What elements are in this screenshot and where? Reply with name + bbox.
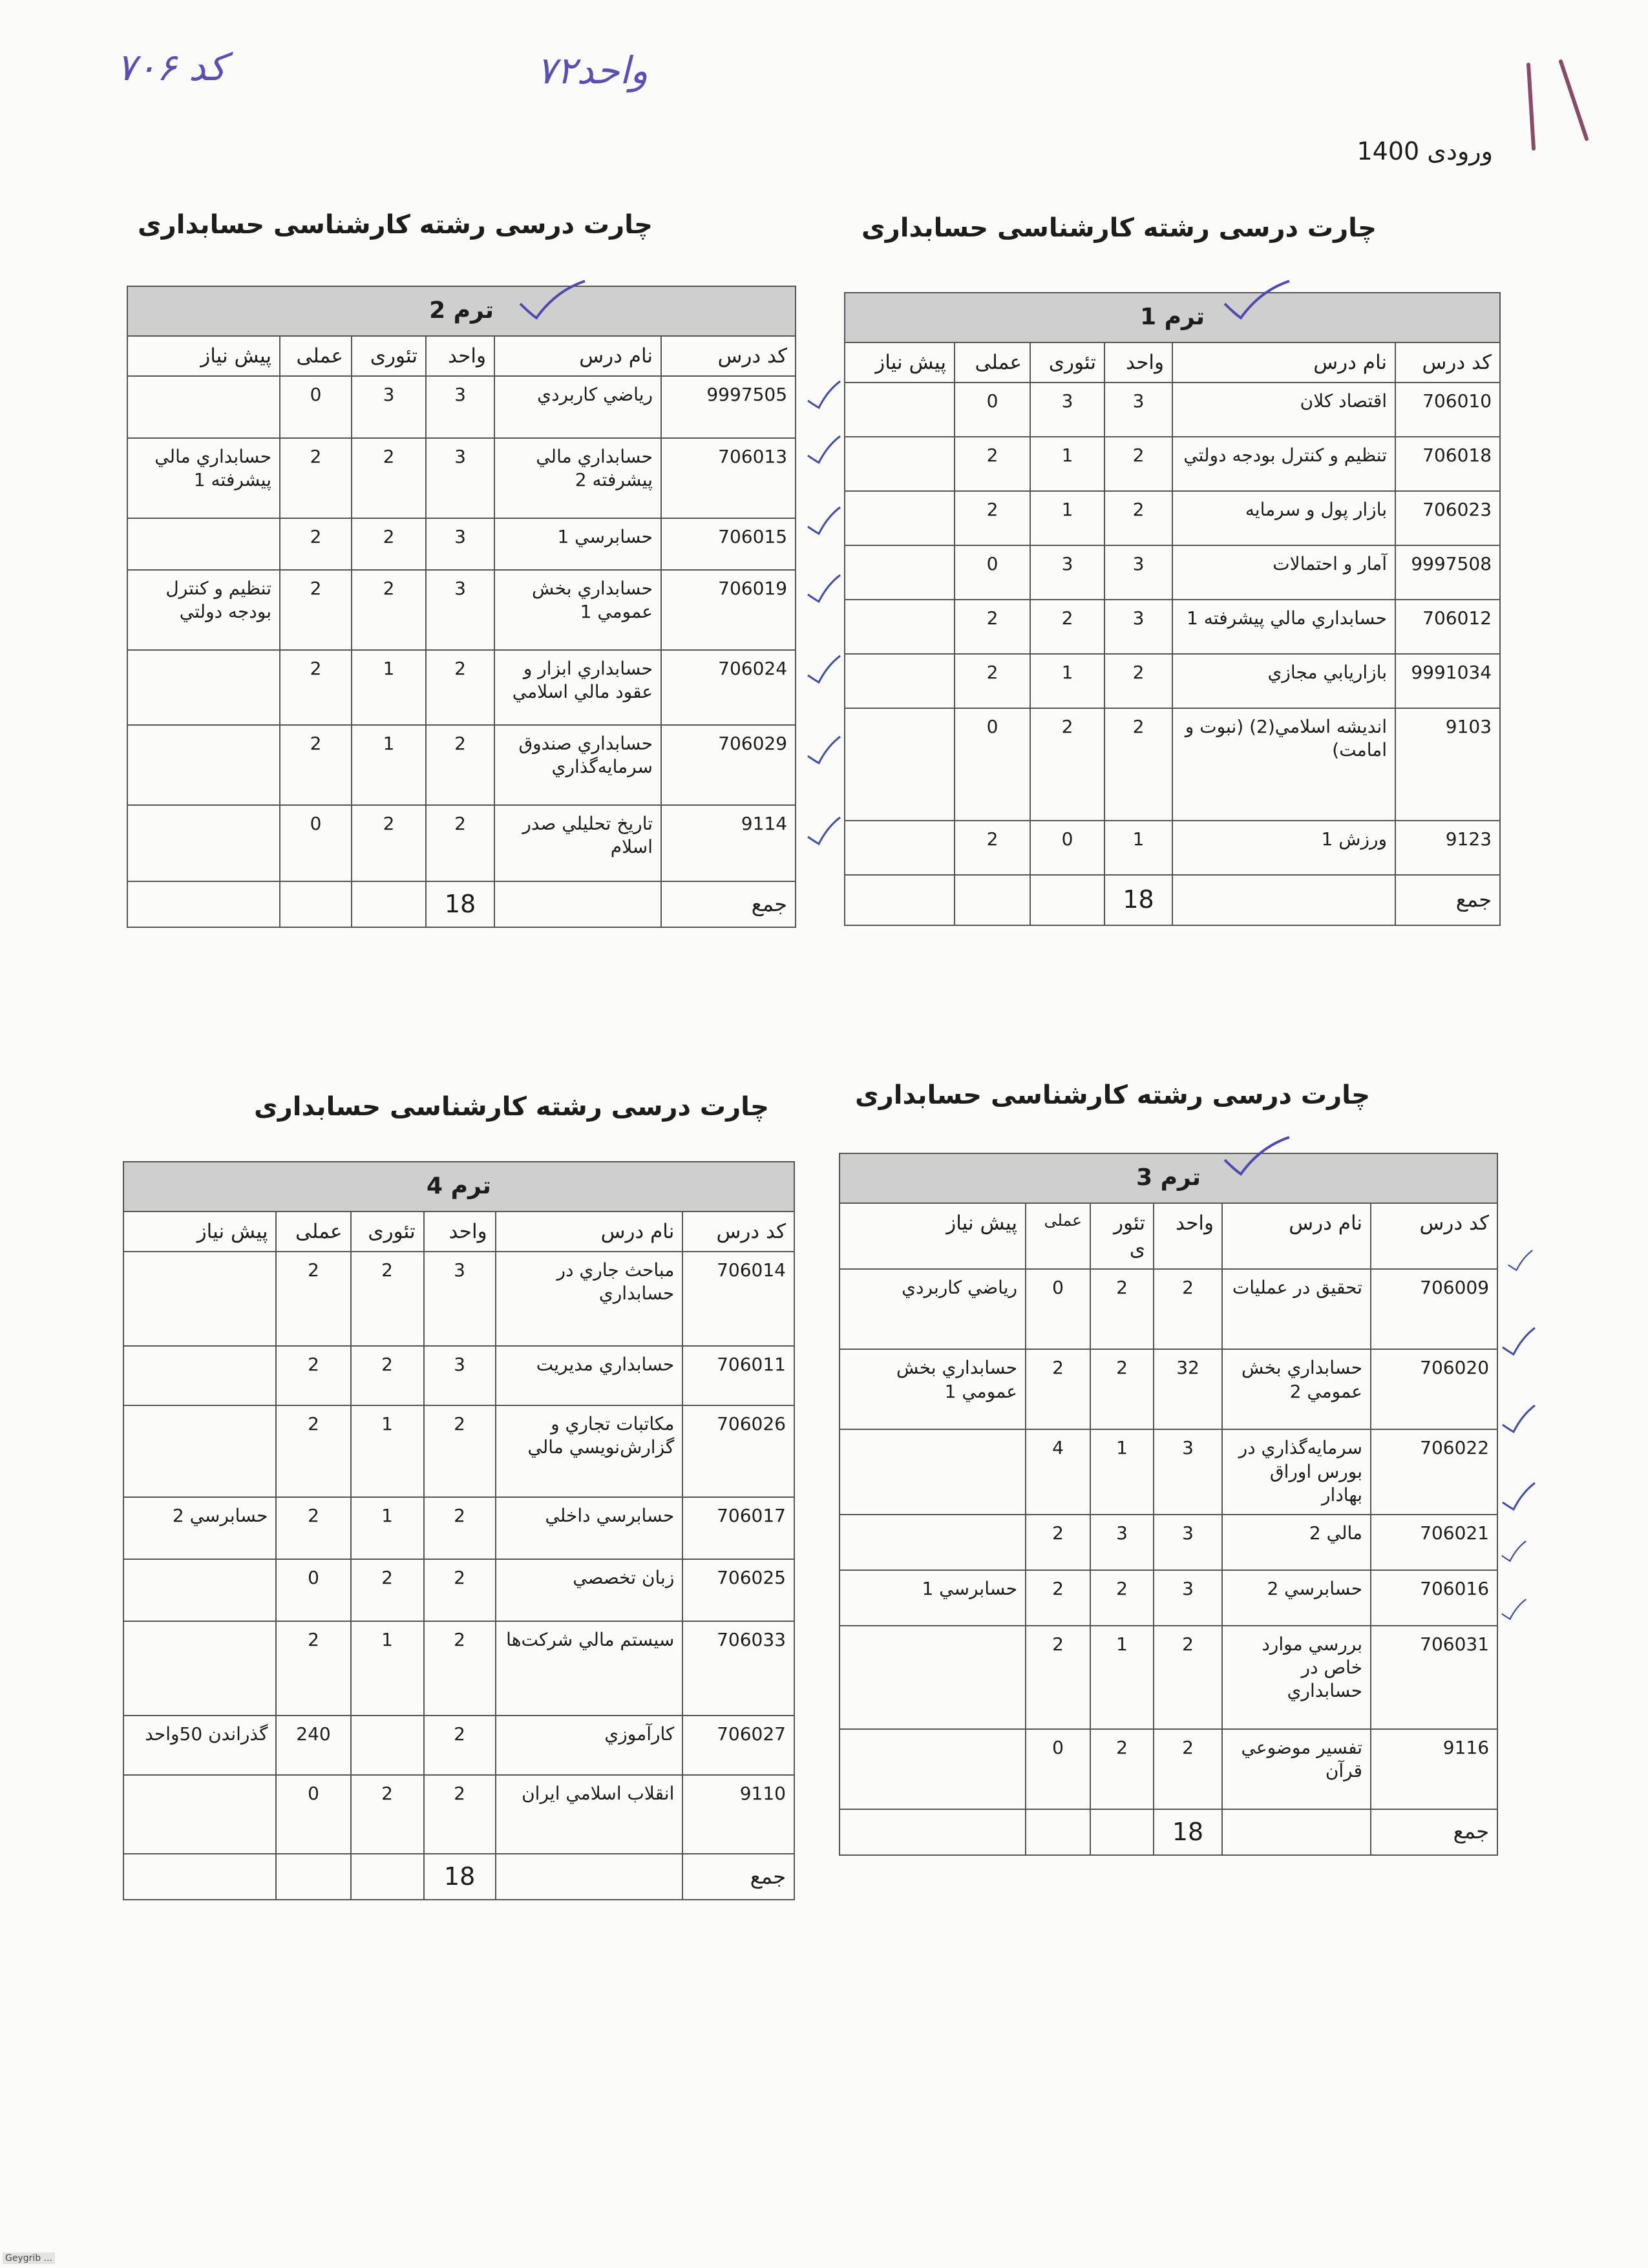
table-row bbox=[840, 1570, 1497, 1626]
header-theory: تئوری bbox=[351, 1212, 424, 1252]
header-name: نام درس bbox=[1172, 342, 1395, 383]
header-practical: عملی bbox=[276, 1212, 350, 1252]
course-practical: 0 bbox=[955, 708, 1030, 821]
course-name: مالي 2 bbox=[1222, 1515, 1371, 1570]
course-code: 9116 bbox=[1371, 1729, 1497, 1809]
term4-label: ترم 4 bbox=[123, 1162, 794, 1212]
course-practical: 2 bbox=[280, 438, 352, 518]
course-theory: 1 bbox=[1090, 1626, 1154, 1729]
course-practical: 2 bbox=[1026, 1515, 1090, 1570]
course-code: 706033 bbox=[682, 1621, 794, 1716]
course-practical: 0 bbox=[1026, 1269, 1090, 1349]
course-code: 706017 bbox=[682, 1497, 794, 1559]
header-prereq: پیش نیاز bbox=[127, 336, 280, 376]
term1-header-row bbox=[845, 342, 1500, 383]
course-name: حسابداري بخش عمومي 2 bbox=[1222, 1349, 1371, 1429]
check-mark-icon bbox=[805, 814, 843, 846]
course-units: 2 bbox=[424, 1716, 496, 1775]
check-mark-icon bbox=[805, 653, 843, 685]
course-prereq bbox=[845, 654, 955, 708]
course-practical: 0 bbox=[280, 805, 352, 881]
header-units: واحد bbox=[1104, 342, 1172, 383]
course-name: بررسي موارد خاص در حسابداري bbox=[1222, 1626, 1371, 1729]
table-row bbox=[127, 518, 796, 570]
check-mark-icon bbox=[1499, 1480, 1538, 1512]
check-mark-icon bbox=[1499, 1402, 1538, 1434]
course-code: 706029 bbox=[661, 725, 796, 805]
course-code: 9997505 bbox=[661, 376, 796, 438]
term4-header-row bbox=[123, 1212, 794, 1252]
course-units: 2 bbox=[426, 650, 494, 725]
course-practical: 2 bbox=[276, 1252, 350, 1346]
course-prereq bbox=[845, 491, 955, 545]
term3-chart-title: چارت درسی رشته کارشناسی حسابداری bbox=[855, 1080, 1370, 1110]
check-mark-icon bbox=[1221, 278, 1293, 323]
course-name: حسابرسي 2 bbox=[1222, 1570, 1371, 1626]
course-theory: 2 bbox=[352, 438, 426, 518]
course-name: انقلاب اسلامي ايران bbox=[496, 1775, 683, 1854]
course-practical: 2 bbox=[955, 654, 1030, 708]
course-code: 9114 bbox=[661, 805, 796, 881]
header-code: کد درس bbox=[1395, 342, 1500, 383]
course-theory: 2 bbox=[352, 518, 426, 570]
table-row bbox=[845, 545, 1500, 600]
course-prereq bbox=[127, 650, 280, 725]
course-prereq bbox=[127, 725, 280, 805]
check-mark-icon bbox=[1221, 1134, 1293, 1179]
check-mark-icon bbox=[517, 278, 588, 323]
course-practical: 2 bbox=[280, 650, 352, 725]
course-prereq bbox=[840, 1429, 1026, 1514]
course-units: 2 bbox=[424, 1405, 496, 1497]
course-units: 2 bbox=[1104, 491, 1172, 545]
course-code: 9103 bbox=[1395, 708, 1500, 821]
course-theory: 1 bbox=[1030, 437, 1104, 491]
course-prereq: حسابداري بخش عمومي 1 bbox=[840, 1349, 1026, 1429]
table-row bbox=[845, 491, 1500, 545]
course-prereq: تنظيم و كنترل بودجه دولتي bbox=[127, 570, 280, 650]
course-code: 706022 bbox=[1371, 1429, 1497, 1514]
table-row bbox=[127, 805, 796, 881]
header-prereq: پیش نیاز bbox=[840, 1203, 1026, 1270]
course-code: 706024 bbox=[661, 650, 796, 725]
course-name: حسابداري ابزار و عقود مالي اسلامي bbox=[494, 650, 661, 725]
course-units: 32 bbox=[1154, 1349, 1222, 1429]
course-prereq bbox=[845, 708, 955, 821]
total-label: جمع bbox=[682, 1854, 794, 1900]
course-units: 3 bbox=[426, 376, 494, 438]
handwritten-double-slash-mark bbox=[1516, 58, 1593, 155]
course-theory: 2 bbox=[351, 1252, 424, 1346]
course-code: 706009 bbox=[1371, 1269, 1497, 1349]
header-name: نام درس bbox=[496, 1212, 683, 1252]
course-prereq bbox=[123, 1775, 276, 1854]
check-mark-icon bbox=[1499, 1325, 1538, 1357]
course-practical: 2 bbox=[955, 821, 1030, 875]
header-units: واحد bbox=[426, 336, 494, 376]
table-row bbox=[845, 383, 1500, 437]
header-code: کد درس bbox=[1371, 1203, 1497, 1270]
course-code: 9991034 bbox=[1395, 654, 1500, 708]
table-row bbox=[123, 1559, 794, 1621]
course-practical: 4 bbox=[1026, 1429, 1090, 1514]
course-theory: 2 bbox=[1090, 1729, 1154, 1809]
course-theory: 3 bbox=[1090, 1515, 1154, 1570]
header-prereq: پیش نیاز bbox=[123, 1212, 276, 1252]
course-practical: 2 bbox=[280, 570, 352, 650]
course-theory bbox=[351, 1716, 424, 1775]
course-prereq: حسابرسي 1 bbox=[840, 1570, 1026, 1626]
table-row bbox=[845, 821, 1500, 875]
course-code: 706027 bbox=[682, 1716, 794, 1775]
term3-header-row bbox=[840, 1203, 1497, 1270]
course-code: 706019 bbox=[661, 570, 796, 650]
total-label: جمع bbox=[1395, 875, 1500, 925]
table-row bbox=[845, 654, 1500, 708]
course-theory: 0 bbox=[1030, 821, 1104, 875]
course-name: تحقيق در عمليات bbox=[1222, 1269, 1371, 1349]
course-theory: 2 bbox=[351, 1775, 424, 1854]
table-row bbox=[127, 725, 796, 805]
course-practical: 2 bbox=[280, 518, 352, 570]
table-row bbox=[123, 1346, 794, 1405]
course-name: ورزش 1 bbox=[1172, 821, 1395, 875]
course-prereq bbox=[123, 1559, 276, 1621]
course-name: تنظیم و کنترل بودجه دولتي bbox=[1172, 437, 1395, 491]
course-practical: 2 bbox=[280, 725, 352, 805]
table-row bbox=[123, 1775, 794, 1854]
course-units: 2 bbox=[426, 725, 494, 805]
check-mark-icon bbox=[805, 378, 843, 410]
course-practical: 2 bbox=[276, 1621, 350, 1716]
course-name: حسابداري صندوق سرمايه‌گذاري bbox=[494, 725, 661, 805]
course-name: آمار و احتمالات bbox=[1172, 545, 1395, 600]
check-mark-icon bbox=[1506, 1247, 1535, 1273]
table-row bbox=[840, 1429, 1497, 1514]
table-row bbox=[123, 1252, 794, 1346]
course-theory: 3 bbox=[352, 376, 426, 438]
term3-label: ترم 3 bbox=[840, 1153, 1497, 1203]
course-prereq bbox=[845, 600, 955, 654]
course-prereq bbox=[123, 1405, 276, 1497]
course-practical: 0 bbox=[955, 545, 1030, 600]
course-units: 3 bbox=[1104, 545, 1172, 600]
course-theory: 1 bbox=[351, 1497, 424, 1559]
course-theory: 2 bbox=[352, 570, 426, 650]
course-theory: 1 bbox=[1090, 1429, 1154, 1514]
course-prereq: رياضي كاربردي bbox=[840, 1269, 1026, 1349]
header-units: واحد bbox=[1154, 1203, 1222, 1270]
course-practical: 2 bbox=[1026, 1570, 1090, 1626]
table-row bbox=[127, 650, 796, 725]
course-code: 706025 bbox=[682, 1559, 794, 1621]
course-practical: 2 bbox=[1026, 1626, 1090, 1729]
course-theory: 1 bbox=[1030, 491, 1104, 545]
course-units: 2 bbox=[424, 1775, 496, 1854]
table-row bbox=[845, 600, 1500, 654]
course-units: 2 bbox=[426, 805, 494, 881]
term1-table bbox=[844, 292, 1501, 926]
course-code: 706018 bbox=[1395, 437, 1500, 491]
handwritten-code-note: کد ۷۰۶ bbox=[116, 45, 226, 89]
course-prereq bbox=[127, 518, 280, 570]
course-prereq bbox=[123, 1252, 276, 1346]
course-name: حسابداري بخش عمومي 1 bbox=[494, 570, 661, 650]
course-practical: 2 bbox=[1026, 1349, 1090, 1429]
header-practical: عملی bbox=[955, 342, 1030, 383]
course-code: 706011 bbox=[682, 1346, 794, 1405]
course-code: 706021 bbox=[1371, 1515, 1497, 1570]
course-units: 3 bbox=[1104, 600, 1172, 654]
course-theory: 1 bbox=[351, 1405, 424, 1497]
course-theory: 2 bbox=[351, 1559, 424, 1621]
course-units: 2 bbox=[424, 1559, 496, 1621]
course-practical: 2 bbox=[276, 1405, 350, 1497]
course-theory: 1 bbox=[352, 725, 426, 805]
course-units: 3 bbox=[426, 570, 494, 650]
course-code: 706015 bbox=[661, 518, 796, 570]
course-units: 2 bbox=[424, 1621, 496, 1716]
course-units: 3 bbox=[1154, 1515, 1222, 1570]
course-units: 2 bbox=[1154, 1269, 1222, 1349]
course-practical: 0 bbox=[280, 376, 352, 438]
term2-table bbox=[127, 286, 796, 928]
course-name: زبان تخصصي bbox=[496, 1559, 683, 1621]
course-practical: 2 bbox=[276, 1497, 350, 1559]
header-theory: تئوری bbox=[1090, 1203, 1154, 1270]
course-theory: 2 bbox=[1090, 1570, 1154, 1626]
course-units: 3 bbox=[1154, 1570, 1222, 1626]
table-row bbox=[840, 1269, 1497, 1349]
course-practical: 2 bbox=[276, 1346, 350, 1405]
course-code: 706013 bbox=[661, 438, 796, 518]
course-prereq bbox=[845, 821, 955, 875]
check-mark-icon bbox=[805, 504, 843, 536]
term1-total-row bbox=[845, 875, 1500, 925]
term3-table bbox=[839, 1153, 1498, 1856]
course-name: كارآموزي bbox=[496, 1716, 683, 1775]
term2-chart-title: چارت درسی رشته کارشناسی حسابداری bbox=[138, 210, 653, 240]
course-name: تاريخ تحليلي صدر اسلام bbox=[494, 805, 661, 881]
course-prereq bbox=[840, 1515, 1026, 1570]
table-row bbox=[127, 570, 796, 650]
course-name: بازاريابي مجازي bbox=[1172, 654, 1395, 708]
term4-total-row bbox=[123, 1854, 794, 1900]
course-practical: 2 bbox=[955, 491, 1030, 545]
course-units: 2 bbox=[1154, 1729, 1222, 1809]
course-units: 3 bbox=[424, 1346, 496, 1405]
course-code: 706026 bbox=[682, 1405, 794, 1497]
course-theory: 2 bbox=[352, 805, 426, 881]
course-name: تفسير موضوعي قرآن bbox=[1222, 1729, 1371, 1809]
course-theory: 2 bbox=[1090, 1269, 1154, 1349]
check-mark-icon bbox=[1499, 1596, 1528, 1622]
term3-total: 18 bbox=[1154, 1809, 1222, 1855]
course-name: حسابداري مالي پيشرفته 1 bbox=[1172, 600, 1395, 654]
course-theory: 3 bbox=[1030, 383, 1104, 437]
course-theory: 2 bbox=[1030, 600, 1104, 654]
course-code: 706023 bbox=[1395, 491, 1500, 545]
handwritten-units-note: ۷۲واحد bbox=[536, 48, 648, 92]
table-row bbox=[127, 376, 796, 438]
total-label: جمع bbox=[661, 881, 796, 927]
course-name: حسابرسي داخلي bbox=[496, 1497, 683, 1559]
table-row bbox=[845, 708, 1500, 821]
course-prereq bbox=[840, 1729, 1026, 1809]
course-theory: 3 bbox=[1030, 545, 1104, 600]
header-name: نام درس bbox=[1222, 1203, 1371, 1270]
check-mark-icon bbox=[1499, 1538, 1528, 1564]
course-units: 3 bbox=[426, 438, 494, 518]
course-units: 2 bbox=[1104, 708, 1172, 821]
term4-chart-title: چارت درسی رشته کارشناسی حسابداری bbox=[254, 1092, 769, 1122]
table-row bbox=[840, 1349, 1497, 1429]
course-name: اقتصاد کلان bbox=[1172, 383, 1395, 437]
course-name: سيستم مالي شركت‌ها bbox=[496, 1621, 683, 1716]
course-theory: 2 bbox=[351, 1346, 424, 1405]
course-theory: 1 bbox=[1030, 654, 1104, 708]
course-practical: 0 bbox=[955, 383, 1030, 437]
term2-total-row bbox=[127, 881, 796, 927]
course-theory: 1 bbox=[351, 1621, 424, 1716]
course-units: 2 bbox=[1104, 437, 1172, 491]
table-row bbox=[845, 437, 1500, 491]
course-units: 2 bbox=[424, 1497, 496, 1559]
course-name: سرمايه‌گذاري در بورس اوراق بهادار bbox=[1222, 1429, 1371, 1514]
course-code: 706010 bbox=[1395, 383, 1500, 437]
header-practical: عملی bbox=[280, 336, 352, 376]
course-prereq bbox=[845, 545, 955, 600]
header-theory: تئوری bbox=[1030, 342, 1104, 383]
term2-label: ترم 2 bbox=[127, 286, 796, 336]
course-practical: 0 bbox=[276, 1559, 350, 1621]
course-name: حسابداري مديريت bbox=[496, 1346, 683, 1405]
course-prereq bbox=[840, 1626, 1026, 1729]
course-name: بازار پول و سرمایه bbox=[1172, 491, 1395, 545]
course-name: مباحث جاري در حسابداري bbox=[496, 1252, 683, 1346]
course-name: انديشه اسلامي(2) (نبوت و امامت) bbox=[1172, 708, 1395, 821]
course-code: 706014 bbox=[682, 1252, 794, 1346]
course-code: 9997508 bbox=[1395, 545, 1500, 600]
course-practical: 0 bbox=[1026, 1729, 1090, 1809]
table-row bbox=[123, 1716, 794, 1775]
course-name: حسابرسي 1 bbox=[494, 518, 661, 570]
header-prereq: پیش نیاز bbox=[845, 342, 955, 383]
course-practical: 2 bbox=[955, 600, 1030, 654]
check-mark-icon bbox=[805, 572, 843, 604]
course-name: حسابداري مالي پيشرفته 2 bbox=[494, 438, 661, 518]
course-code: 706016 bbox=[1371, 1570, 1497, 1626]
course-units: 3 bbox=[426, 518, 494, 570]
term2-total: 18 bbox=[426, 881, 494, 927]
course-code: 9110 bbox=[682, 1775, 794, 1854]
course-units: 3 bbox=[1154, 1429, 1222, 1514]
table-row bbox=[840, 1729, 1497, 1809]
entry-year-label: ورودی 1400 bbox=[1357, 137, 1493, 165]
course-practical: 2 bbox=[955, 437, 1030, 491]
table-row bbox=[840, 1515, 1497, 1570]
course-prereq: گذراندن 50واحد bbox=[123, 1716, 276, 1775]
course-units: 3 bbox=[1104, 383, 1172, 437]
course-code: 706012 bbox=[1395, 600, 1500, 654]
term4-total: 18 bbox=[424, 1854, 496, 1900]
course-prereq bbox=[845, 383, 955, 437]
course-prereq: حسابرسي 2 bbox=[123, 1497, 276, 1559]
total-label: جمع bbox=[1371, 1809, 1497, 1855]
course-practical: 0 bbox=[276, 1775, 350, 1854]
term2-header-row bbox=[127, 336, 796, 376]
header-practical: عملی bbox=[1026, 1203, 1090, 1270]
table-row bbox=[123, 1621, 794, 1716]
course-practical: 240 bbox=[276, 1716, 350, 1775]
course-theory: 2 bbox=[1090, 1349, 1154, 1429]
header-code: کد درس bbox=[682, 1212, 794, 1252]
term3-total-row bbox=[840, 1809, 1497, 1855]
table-row bbox=[123, 1405, 794, 1497]
check-mark-icon bbox=[805, 733, 843, 766]
scanner-watermark: Geygrib ... bbox=[3, 2252, 55, 2264]
term1-label: ترم 1 bbox=[845, 293, 1500, 342]
table-row bbox=[127, 438, 796, 518]
course-units: 2 bbox=[1104, 654, 1172, 708]
course-name: مكاتبات تجاري و گزارش‌نويسي مالي bbox=[496, 1405, 683, 1497]
term4-table bbox=[123, 1161, 795, 1900]
course-units: 3 bbox=[424, 1252, 496, 1346]
table-row bbox=[840, 1626, 1497, 1729]
table-row bbox=[123, 1497, 794, 1559]
header-theory: تئوری bbox=[352, 336, 426, 376]
course-code: 706020 bbox=[1371, 1349, 1497, 1429]
course-units: 2 bbox=[1154, 1626, 1222, 1729]
course-units: 1 bbox=[1104, 821, 1172, 875]
course-prereq bbox=[127, 376, 280, 438]
check-mark-icon bbox=[805, 433, 843, 465]
course-prereq bbox=[127, 805, 280, 881]
term1-total: 18 bbox=[1104, 875, 1172, 925]
course-prereq bbox=[845, 437, 955, 491]
term1-chart-title: چارت درسی رشته کارشناسی حسابداری bbox=[861, 213, 1377, 243]
course-code: 706031 bbox=[1371, 1626, 1497, 1729]
course-theory: 1 bbox=[352, 650, 426, 725]
course-theory: 2 bbox=[1030, 708, 1104, 821]
course-prereq bbox=[123, 1346, 276, 1405]
course-name: رياضي كاربردي bbox=[494, 376, 661, 438]
course-prereq bbox=[123, 1621, 276, 1716]
header-units: واحد bbox=[424, 1212, 496, 1252]
header-code: کد درس bbox=[661, 336, 796, 376]
header-name: نام درس bbox=[494, 336, 661, 376]
course-prereq: حسابداري مالي پيشرفته 1 bbox=[127, 438, 280, 518]
course-code: 9123 bbox=[1395, 821, 1500, 875]
